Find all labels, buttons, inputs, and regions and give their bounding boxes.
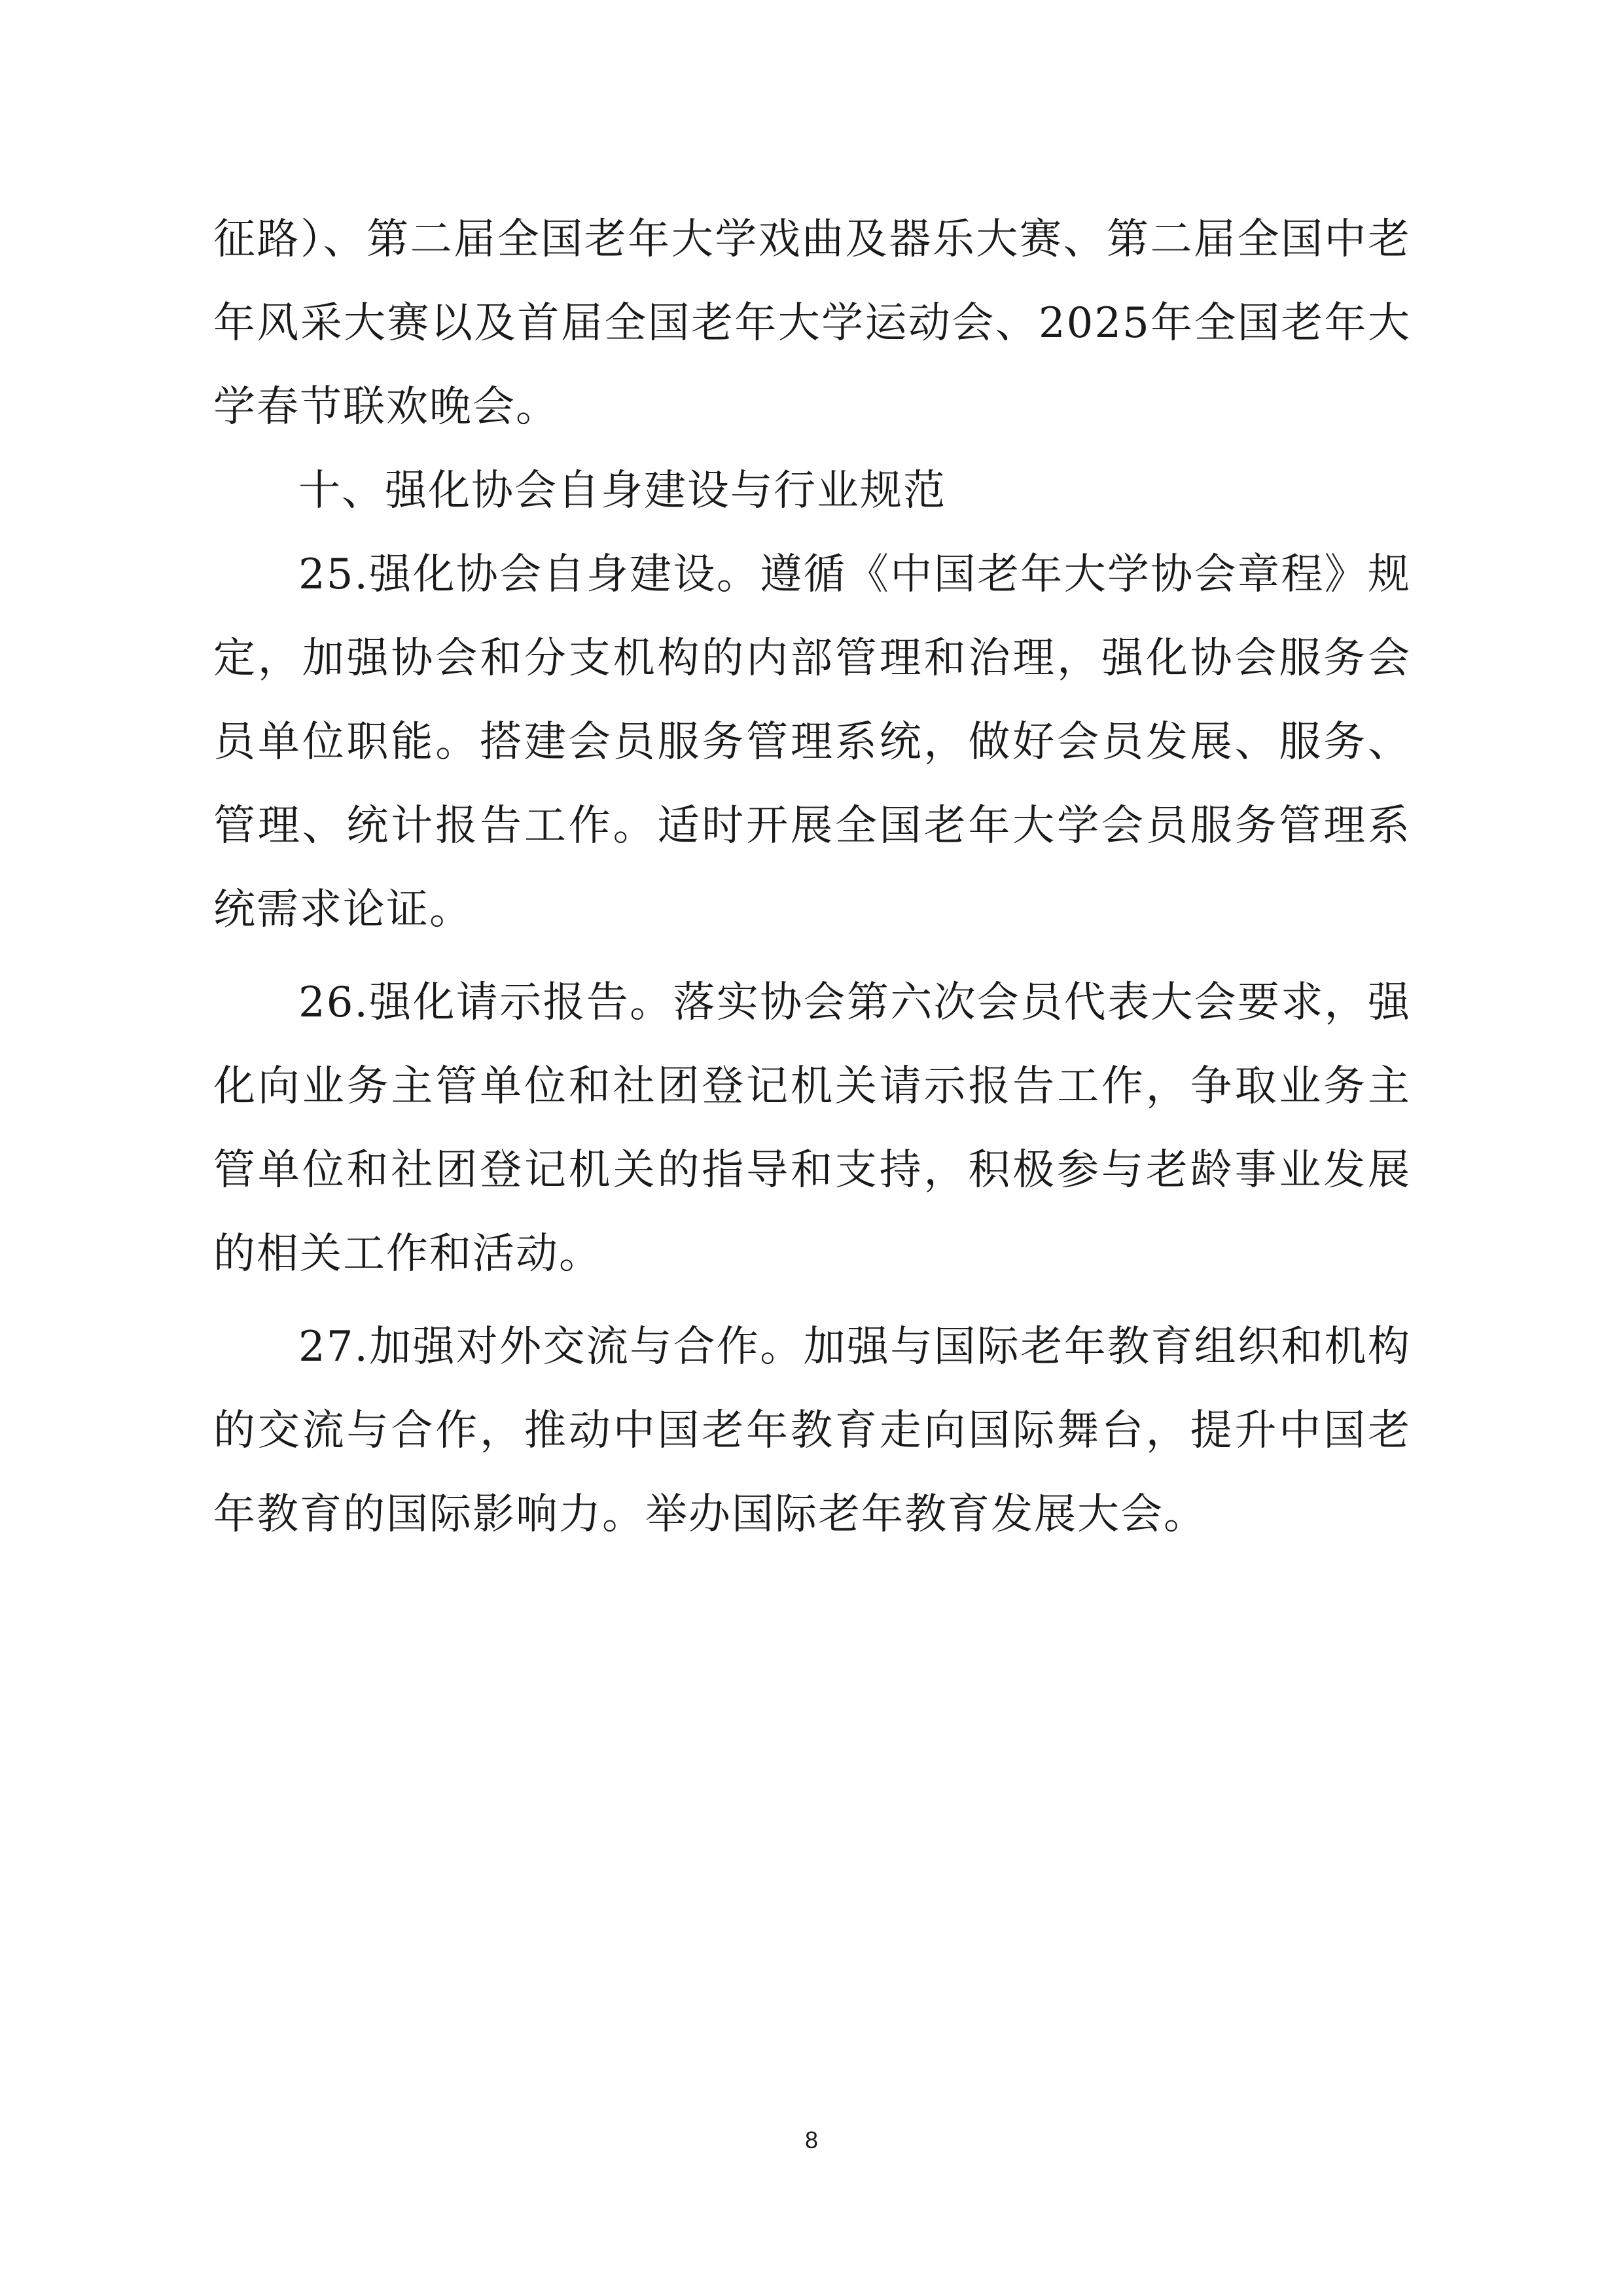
body-text: [213, 198, 1411, 1556]
paragraph-item-27: 27.加强对外交流与合作。加强与国际老年教育组织和机构的交流与合作，推动中国老年教育走向国际舞台，提升中国老年教育的国际影响力。举办国际老年教育发展大会。: [213, 1323, 1411, 1539]
paragraph-spacer: [213, 952, 1411, 961]
page-number: 8: [804, 2126, 819, 2153]
paragraph-spacer: [213, 1296, 1411, 1305]
section-heading: 十、强化协会自身建设与行业规范: [298, 467, 946, 515]
paragraph-item-25: 25.强化协会自身建设。遵循《中国老年大学协会章程》规定，加强协会和分支机构的内部管理和治理，强化协会服务会员单位职能。搭建会员服务管理系统，做好会员发展、服务、管理、统计报告工作。适时开展全国老年大学会员服务管理系统需求论证。: [213, 550, 1411, 934]
paragraph-continuation: 征路）、第二届全国老年大学戏曲及器乐大赛、第二届全国中老年风采大赛以及首届全国老年大学运动会、2025年全国老年大学春节联欢晚会。: [213, 215, 1411, 431]
paragraph-item-26: 26.强化请示报告。落实协会第六次会员代表大会要求，强化向业务主管单位和社团登记机关请示报告工作，争取业务主管单位和社团登记机关的指导和支持，积极参与老龄事业发展的相关工作和活动。: [213, 978, 1411, 1278]
